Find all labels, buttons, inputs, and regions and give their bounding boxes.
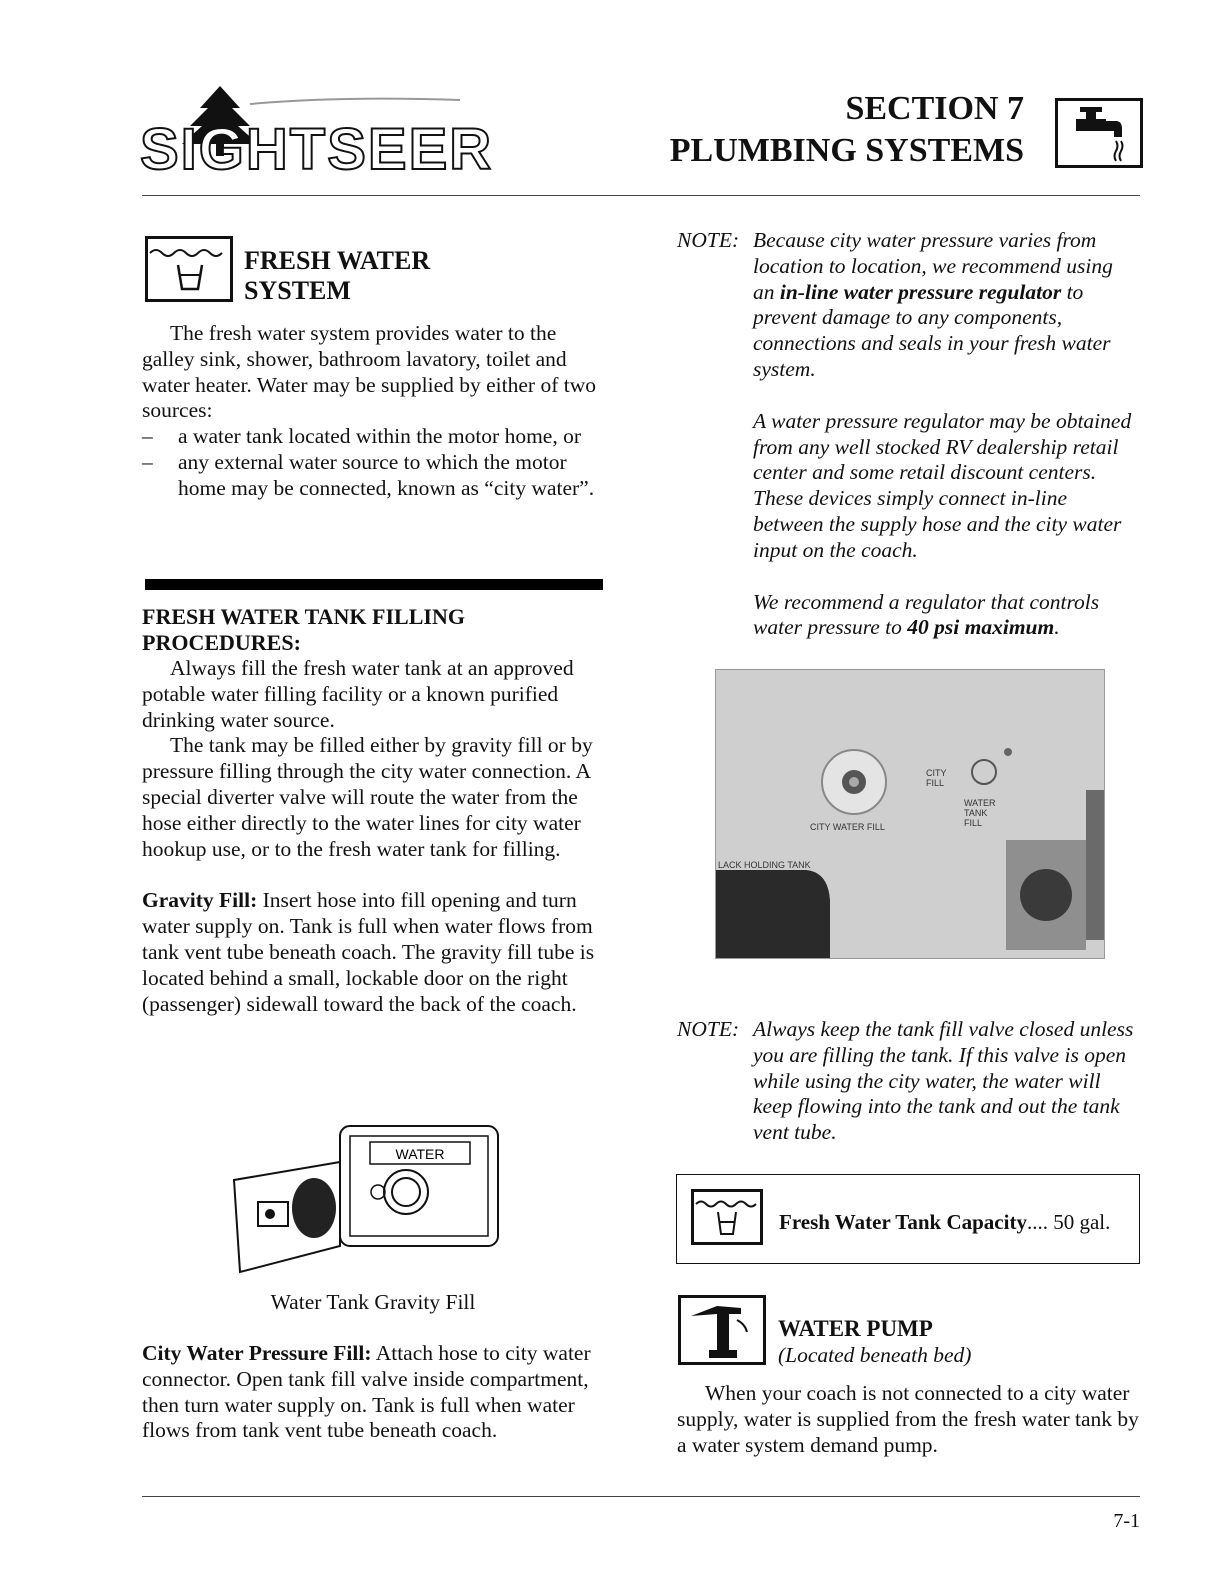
note-label: NOTE: — [677, 228, 740, 252]
faucet-icon — [1055, 98, 1143, 168]
capacity-line — [779, 1210, 1110, 1235]
gravity-fill-paragraph — [142, 888, 604, 1017]
water-pump-heading — [778, 1316, 971, 1368]
capacity-value: 50 gal. — [1047, 1210, 1111, 1234]
photo-label-city-water-fill: CITY WATER FILL — [810, 822, 885, 832]
note-label: NOTE: — [677, 1017, 740, 1041]
heading-line-2: SYSTEM — [244, 276, 351, 305]
note-text: We recommend a regulator that controls water pressure to — [753, 589, 1100, 640]
photo-label-water-tank-fill: WATER TANK FILL — [964, 798, 996, 828]
fresh-water-heading — [244, 246, 430, 306]
note-paragraph-1 — [753, 228, 1139, 383]
capacity-box — [676, 1174, 1140, 1264]
note-paragraph-3 — [753, 590, 1139, 642]
pressure-note — [677, 228, 1139, 641]
gravity-fill-illustration — [230, 1122, 502, 1278]
fresh-water-intro — [142, 321, 604, 502]
photo-label-city-fill: CITY FILL — [926, 768, 947, 788]
list-item: – a water tank located within the motor home, or — [142, 424, 604, 450]
note-bold-text: in-line water pressure regulator — [779, 279, 1062, 304]
gravity-fill-text: Insert hose into fill opening and turn water supply on. Tank is full when water flows from tank vent tube beneath coach. The gravity fill tube is located behind a small, lockable door on the right (passenger) sidewall toward the back of the coach. — [142, 888, 595, 1016]
figure-caption: Water Tank Gravity Fill — [270, 1290, 476, 1314]
section-title: PLUMBING SYSTEMS — [669, 132, 1024, 169]
header-rule — [142, 195, 1140, 196]
heading-line-1: FRESH WATER — [244, 246, 431, 275]
footer-rule — [142, 1496, 1140, 1497]
water-pump-icon — [678, 1295, 766, 1365]
city-water-paragraph — [142, 1341, 608, 1444]
figure-plate-text: WATER — [395, 1146, 445, 1162]
note-body: Always keep the tank fill valve closed unless you are filling the tank. If this valve is open while using the city water, the water will keep flowing into the tank and out the tank vent tube. — [753, 1017, 1134, 1145]
filling-paragraph-2: The tank may be filled either by gravity fill or by pressure filling through the city water connection. A special diverter valve will route the water from the hose either directly to the water lines for city water hookup use, or to the fresh water tank for filling. — [142, 733, 593, 861]
filling-heading: FRESH WATER TANK FILLING PROCEDURES: — [142, 604, 465, 655]
gravity-fill-label: Gravity Fill: — [142, 888, 258, 913]
city-water-fill-photo — [715, 669, 1105, 959]
page-number: 7-1 — [1113, 1510, 1140, 1532]
note-paragraph-2: A water pressure regulator may be obtained from any well stocked RV dealership retail center and some retail discount centers. These devices simply connect in-line between the supply hose and the city water input on the coach. — [753, 408, 1132, 562]
water-pump-text — [677, 1381, 1139, 1458]
tank-fill-valve-note — [677, 1017, 1139, 1146]
note-text: Because city water pressure varies from location to location, we recommend using an — [753, 228, 1113, 304]
logo-text: SIGHTSEER — [140, 117, 494, 182]
intro-paragraph: The fresh water system provides water to the galley sink, shower, bathroom lavatory, toilet and water heater. Water may be supplied by either of two sources: — [142, 321, 596, 423]
section-number: SECTION 7 — [845, 90, 1024, 127]
section-divider-bar — [145, 579, 603, 590]
note-text: to prevent damage to any components, connections and seals in your fresh water system. — [753, 279, 1111, 381]
note-body — [753, 228, 1139, 641]
note-text: . — [1054, 615, 1060, 640]
capacity-dots: .... — [1026, 1210, 1048, 1234]
pump-heading: WATER PUMP — [778, 1316, 933, 1341]
note-bold-text: 40 psi maximum — [907, 615, 1055, 640]
pump-subheading: (Located beneath bed) — [778, 1343, 972, 1367]
capacity-label: Fresh Water Tank Capacity — [779, 1210, 1027, 1234]
photo-label-holding-tank: LACK HOLDING TANK — [718, 860, 811, 870]
city-water-label: City Water Pressure Fill: — [142, 1341, 372, 1365]
water-tank-icon — [145, 236, 233, 302]
water-sources-list — [142, 424, 604, 501]
city-water-text: Attach hose to city water connector. Open tank fill valve inside compartment, then turn water supply on. Tank is full when water flows from tank vent tube beneath coach. — [142, 1341, 591, 1443]
list-item: – any external water source to which the motor home may be connected, known as “city water”. — [142, 450, 604, 502]
water-tank-icon — [691, 1189, 763, 1245]
pump-paragraph: When your coach is not connected to a city water supply, water is supplied from the fresh water tank by a water system demand pump. — [677, 1381, 1139, 1457]
filling-paragraph-1: Always fill the fresh water tank at an approved potable water filling facility or a known purified drinking water source. — [142, 656, 574, 732]
filling-procedures — [142, 604, 604, 1017]
